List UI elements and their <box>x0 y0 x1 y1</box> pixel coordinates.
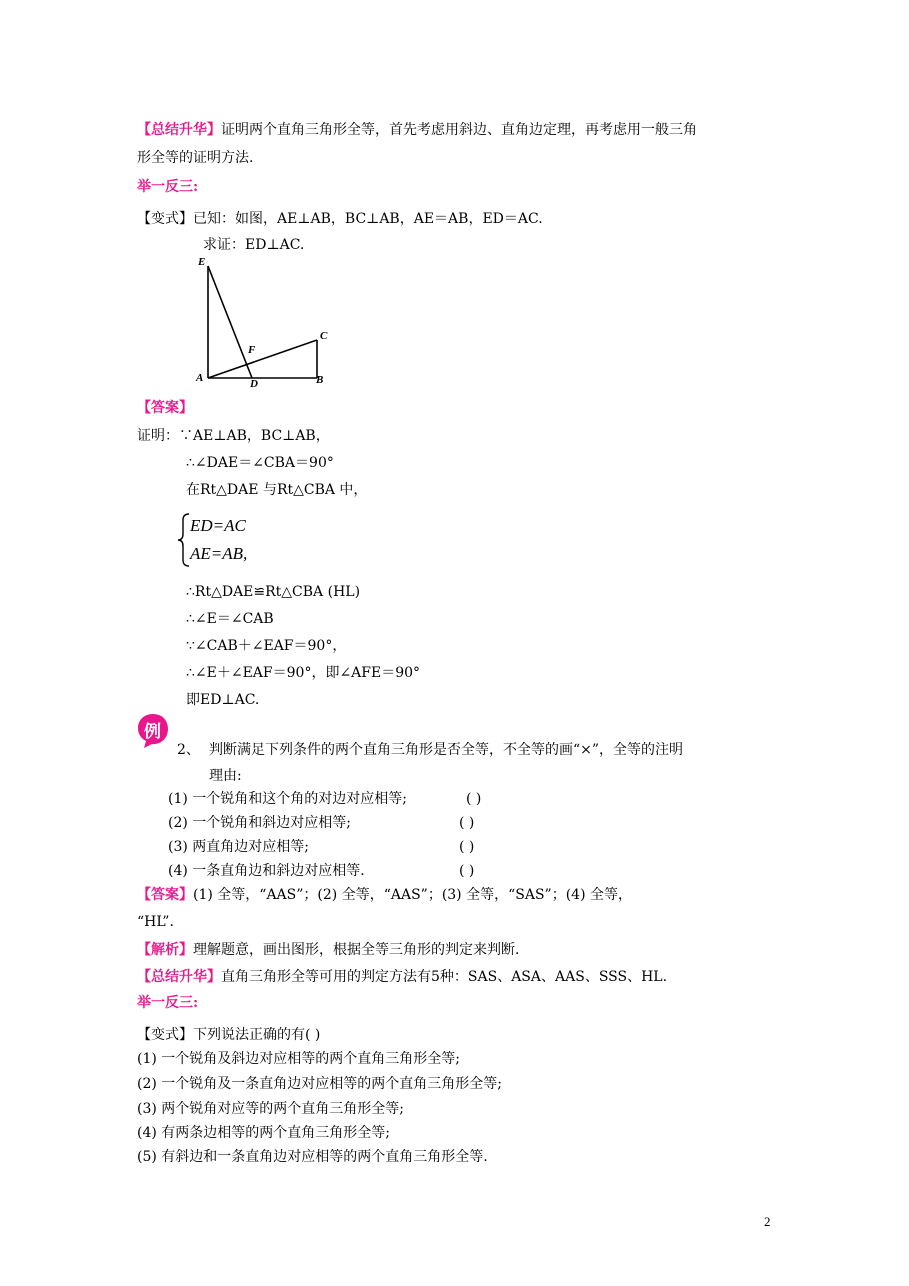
example-badge <box>136 712 170 752</box>
proof-line-1: 证明：∵AE⊥AB，BC⊥AB， <box>137 428 330 444</box>
answer2-tag: 【答案】 <box>137 887 193 903</box>
example-item-4-blank: ( ) <box>459 863 475 879</box>
variant2 <box>137 1025 320 1045</box>
proof-line-4: ∴Rt△DAE≌Rt△CBA (HL) <box>186 584 361 600</box>
variant2-text: 下列说法正确的有( ) <box>193 1027 321 1043</box>
variant-given <box>137 209 543 229</box>
proof-line-8: 即ED⊥AC. <box>186 692 260 708</box>
variant2-item-3: (3) 两个锐角对应等的两个直角三角形全等; <box>137 1101 404 1117</box>
example-item-3-blank: ( ) <box>459 839 475 855</box>
variant2-item-2: (2) 一个锐角及一条直角边对应相等的两个直角三角形全等; <box>137 1076 502 1092</box>
analysis <box>137 940 519 960</box>
summary2 <box>137 967 667 987</box>
analysis-text: 理解题意，画出图形，根据全等三角形的判定来判断. <box>193 942 520 958</box>
proof-line-2: ∴∠DAE＝∠CBA＝90° <box>186 455 334 471</box>
variant2-tag: 【变式】 <box>137 1027 193 1043</box>
proof-line-6: ∵∠CAB＋∠EAF＝90°， <box>186 638 347 654</box>
summary2-tag: 【总结升华】 <box>137 969 221 985</box>
example-badge-text: 例 <box>144 722 161 742</box>
example-item-1: (1) 一个锐角和这个角的对边对应相等; <box>168 791 407 807</box>
variant-prove: 求证：ED⊥AC. <box>203 237 305 253</box>
label-a: A <box>196 372 204 384</box>
label-b: B <box>316 374 324 386</box>
example-title-line2: 理由: <box>209 768 242 784</box>
analysis-tag: 【解析】 <box>137 942 193 958</box>
summary-text-line1: 证明两个直角三角形全等，首先考虑用斜边、直角边定理，再考虑用一般三角 <box>221 122 697 138</box>
variant-given-text: 已知：如图，AE⊥AB，BC⊥AB，AE＝AB，ED＝AC. <box>193 211 543 227</box>
example-item-3: (3) 两直角边对应相等; <box>168 839 309 855</box>
label-c: C <box>320 330 328 342</box>
proof-line-5: ∴∠E＝∠CAB <box>186 611 274 627</box>
example-number: 2、 <box>177 742 200 758</box>
segment-ac <box>208 340 317 378</box>
summary-tag: 【总结升华】 <box>137 122 221 138</box>
segment-ed <box>208 266 252 378</box>
label-f: F <box>248 344 256 356</box>
example-item-2: (2) 一个锐角和斜边对应相等; <box>168 815 351 831</box>
variant2-item-1: (1) 一个锐角及斜边对应相等的两个直角三角形全等; <box>137 1051 460 1067</box>
answer2 <box>137 885 632 905</box>
proof-line-7: ∴∠E＋∠EAF＝90°，即∠AFE＝90° <box>186 665 421 681</box>
variant2-item-4: (4) 有两条边相等的两个直角三角形全等; <box>137 1125 390 1141</box>
juyi-heading: 举一反三: <box>137 179 199 195</box>
answer2-line1: (1) 全等，“AAS”；(2) 全等，“AAS”；(3) 全等，“SAS”；(4) 全等， <box>193 887 632 903</box>
example-title-line1: 判断满足下列条件的两个直角三角形是否全等，不全等的画“×”，全等的注明 <box>209 742 684 758</box>
summary2-text: 直角三角形全等可用的判定方法有5种：SAS、ASA、AAS、SSS、HL. <box>221 969 668 985</box>
summary-text-line2: 形全等的证明方法. <box>137 150 254 166</box>
proof-line-3: 在Rt△DAE 与Rt△CBA 中， <box>186 482 368 498</box>
label-d: D <box>250 378 258 390</box>
answer2-line2: “HL”. <box>137 914 174 930</box>
triangle-diagram <box>196 254 336 390</box>
page-number: 2 <box>764 1214 771 1229</box>
system-eq-1: ED=AC <box>190 516 246 535</box>
variant-tag: 【变式】 <box>137 211 193 227</box>
label-e: E <box>198 256 206 268</box>
example-item-1-blank: ( ) <box>466 791 482 807</box>
answer-tag: 【答案】 <box>137 400 193 416</box>
example-item-2-blank: ( ) <box>459 815 475 831</box>
juyi2-heading: 举一反三: <box>137 995 199 1011</box>
system-eq-2: AE=AB, <box>190 544 248 563</box>
variant2-item-5: (5) 有斜边和一条直角边对应相等的两个直角三角形全等. <box>137 1149 488 1165</box>
example-item-4: (4) 一条直角边和斜边对应相等. <box>168 863 365 879</box>
summary-paragraph <box>137 120 697 140</box>
geometry-figure <box>196 254 336 394</box>
